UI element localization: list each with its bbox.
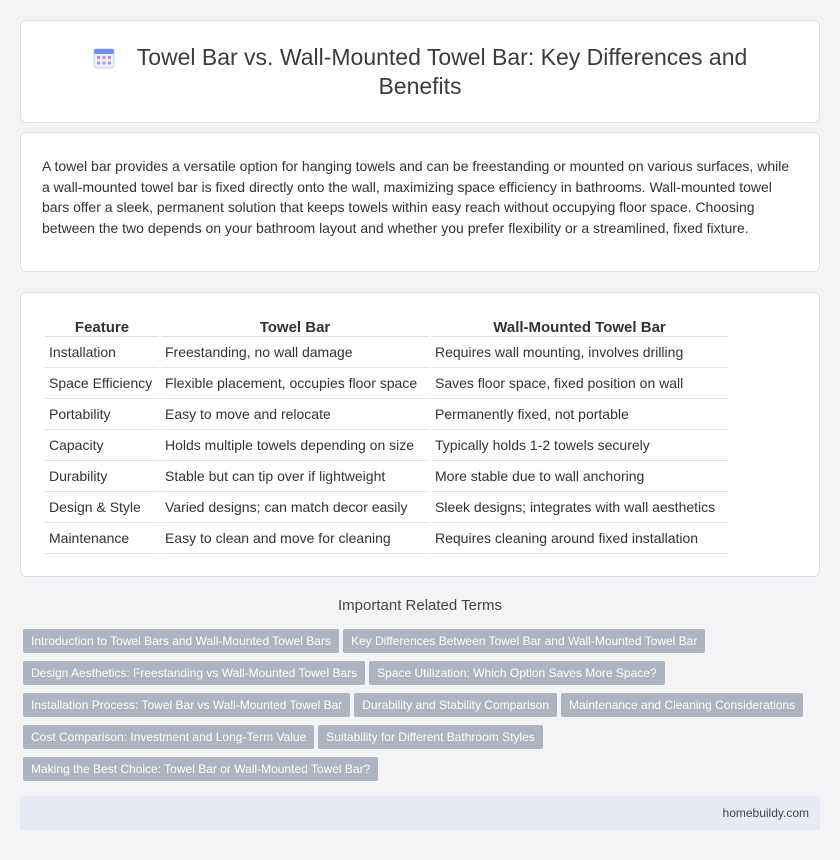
related-term-tag[interactable]: Durability and Stability Comparison bbox=[354, 693, 557, 717]
cell-towel-bar: Flexible placement, occupies floor space bbox=[161, 368, 429, 399]
related-terms-list bbox=[23, 629, 823, 789]
related-term-tag[interactable]: Space Utilization: Which Option Saves More Space? bbox=[369, 661, 664, 685]
cell-towel-bar: Holds multiple towels depending on size bbox=[161, 430, 429, 461]
related-term-tag[interactable]: Key Differences Between Towel Bar and Wall-Mounted Towel Bar bbox=[343, 629, 705, 653]
header-feature: Feature bbox=[45, 313, 159, 337]
related-term-tag[interactable]: Maintenance and Cleaning Considerations bbox=[561, 693, 803, 717]
page-title: Towel Bar vs. Wall-Mounted Towel Bar: Key Differences and Benefits bbox=[136, 44, 748, 99]
cell-wall-mounted: Typically holds 1-2 towels securely bbox=[431, 430, 728, 461]
cell-feature: Space Efficiency bbox=[45, 368, 159, 399]
cell-feature: Portability bbox=[45, 399, 159, 430]
header-wall-mounted: Wall-Mounted Towel Bar bbox=[431, 313, 728, 337]
footer bbox=[20, 796, 820, 830]
footer-site-link[interactable]: homebuildy.com bbox=[722, 806, 809, 820]
related-terms-title: Important Related Terms bbox=[338, 597, 502, 614]
cell-feature: Maintenance bbox=[45, 523, 159, 554]
table-header-row bbox=[45, 313, 728, 337]
table-row bbox=[45, 368, 728, 399]
cell-wall-mounted: Saves floor space, fixed position on wall bbox=[431, 368, 728, 399]
calendar-icon bbox=[93, 47, 115, 69]
cell-feature: Installation bbox=[45, 337, 159, 368]
related-term-tag[interactable]: Introduction to Towel Bars and Wall-Mounted Towel Bars bbox=[23, 629, 339, 653]
related-term-tag[interactable]: Cost Comparison: Investment and Long-Term Value bbox=[23, 725, 314, 749]
cell-wall-mounted: Sleek designs; integrates with wall aesthetics bbox=[431, 492, 728, 523]
cell-feature: Design & Style bbox=[45, 492, 159, 523]
related-term-tag[interactable]: Installation Process: Towel Bar vs Wall-Mounted Towel Bar bbox=[23, 693, 350, 717]
cell-wall-mounted: Permanently fixed, not portable bbox=[431, 399, 728, 430]
cell-wall-mounted: More stable due to wall anchoring bbox=[431, 461, 728, 492]
cell-feature: Durability bbox=[45, 461, 159, 492]
cell-wall-mounted: Requires wall mounting, involves drilling bbox=[431, 337, 728, 368]
header-card bbox=[20, 20, 820, 123]
related-term-tag[interactable]: Making the Best Choice: Towel Bar or Wall-Mounted Towel Bar? bbox=[23, 757, 378, 781]
table-row bbox=[45, 523, 728, 554]
cell-towel-bar: Easy to move and relocate bbox=[161, 399, 429, 430]
table-row bbox=[45, 492, 728, 523]
related-term-tag[interactable]: Suitability for Different Bathroom Styles bbox=[318, 725, 543, 749]
cell-wall-mounted: Requires cleaning around fixed installation bbox=[431, 523, 728, 554]
intro-paragraph: A towel bar provides a versatile option for hanging towels and can be freestanding or mounted on various surfaces, while a wall-mounted towel bar is fixed directly onto the wall, maximizing space efficiency in bathrooms. Wall-mounted towel bars offer a sleek, permanent solution that keeps towels within easy reach without occupying floor space. Choosing between the two depends on your bathroom layout and whether you prefer flexibility or a streamlined, fixed fixture. bbox=[42, 158, 790, 236]
cell-towel-bar: Stable but can tip over if lightweight bbox=[161, 461, 429, 492]
table-row bbox=[45, 337, 728, 368]
table-row bbox=[45, 430, 728, 461]
cell-towel-bar: Varied designs; can match decor easily bbox=[161, 492, 429, 523]
page-title-wrap bbox=[21, 43, 819, 101]
cell-towel-bar: Freestanding, no wall damage bbox=[161, 337, 429, 368]
comparison-table bbox=[43, 313, 730, 554]
cell-towel-bar: Easy to clean and move for cleaning bbox=[161, 523, 429, 554]
intro-card bbox=[20, 132, 820, 272]
header-towel-bar: Towel Bar bbox=[161, 313, 429, 337]
cell-feature: Capacity bbox=[45, 430, 159, 461]
comparison-table-card bbox=[20, 292, 820, 577]
related-term-tag[interactable]: Design Aesthetics: Freestanding vs Wall-Mounted Towel Bars bbox=[23, 661, 365, 685]
table-row bbox=[45, 399, 728, 430]
table-row bbox=[45, 461, 728, 492]
